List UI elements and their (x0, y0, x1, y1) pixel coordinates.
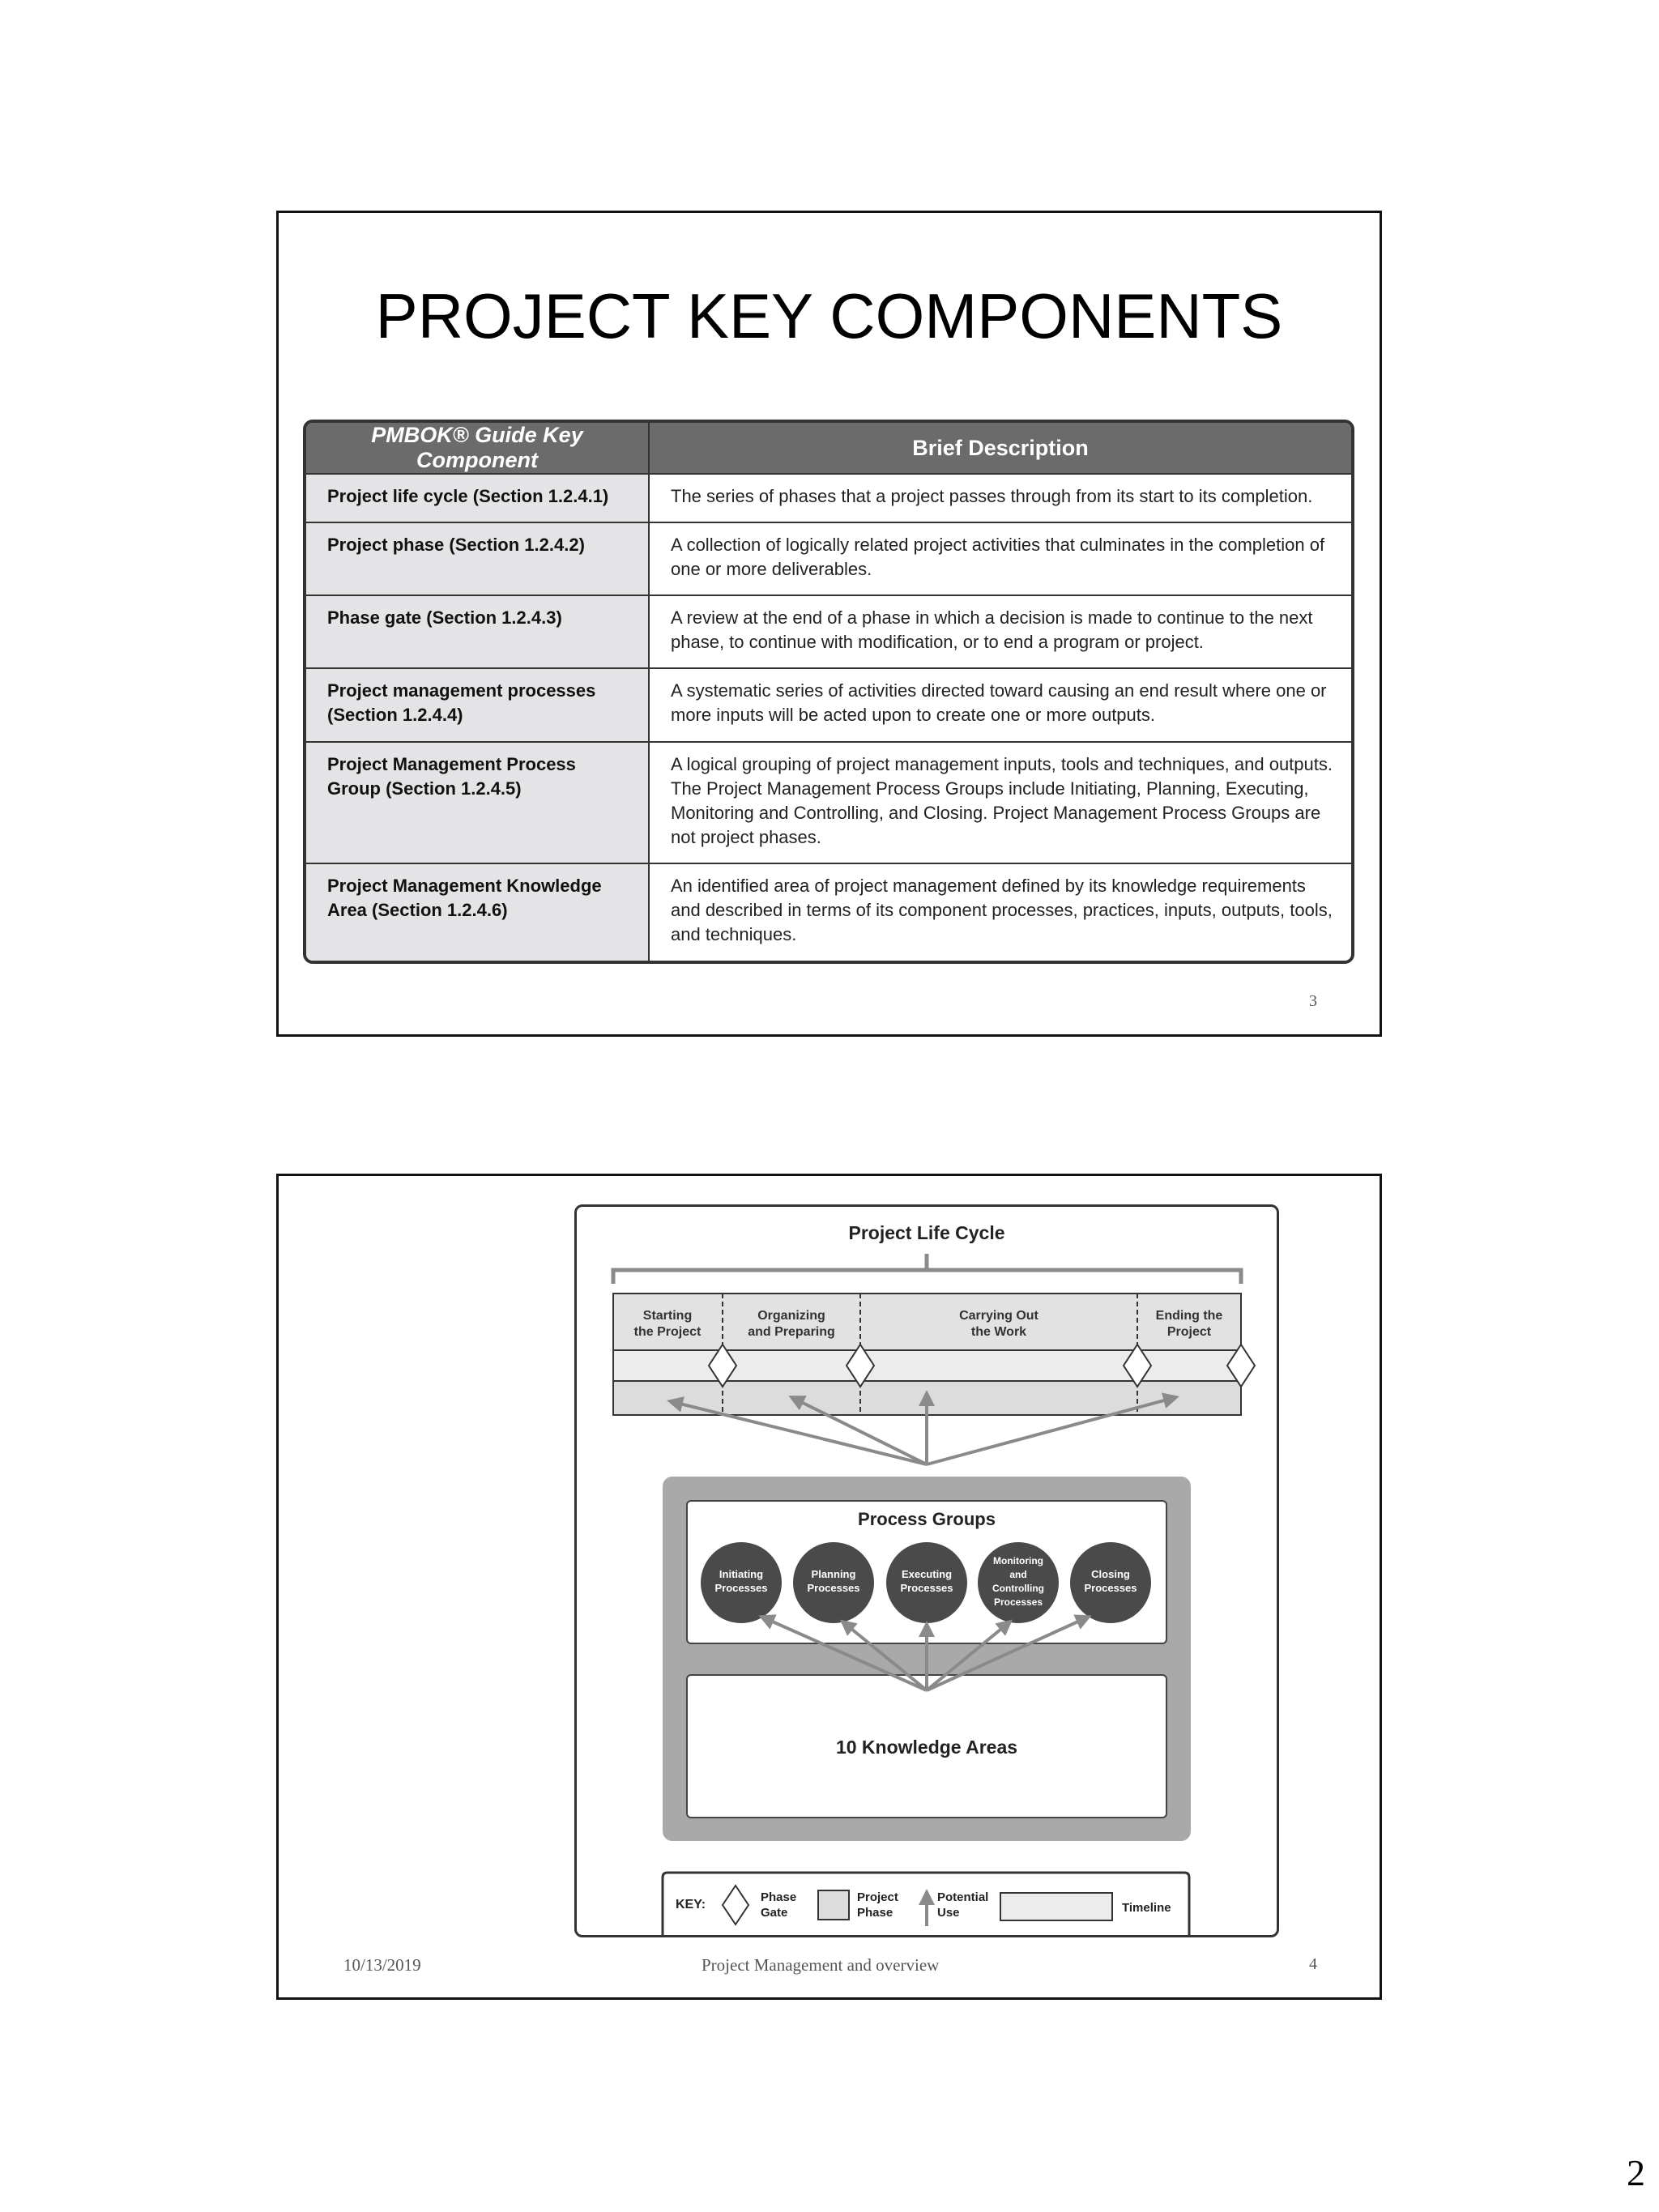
diagram-frame (574, 1204, 1279, 1937)
header-description: Brief Description (649, 423, 1351, 474)
description-cell: A collection of logically related project activities that culminates in the completion of one or more deliverables. (649, 522, 1351, 595)
slide-page-number: 4 (1309, 1955, 1317, 1973)
table-row (306, 668, 1351, 741)
svg-text:and: and (1009, 1569, 1027, 1580)
diagram-key (663, 1873, 1189, 1935)
svg-text:Phase: Phase (857, 1906, 893, 1920)
footer-title: Project Management and overview (702, 1955, 940, 1975)
svg-text:Executing: Executing (901, 1568, 953, 1580)
svg-text:Initiating: Initiating (719, 1568, 764, 1580)
process-group-executing (886, 1542, 967, 1623)
table-row (306, 863, 1351, 961)
svg-text:Monitoring: Monitoring (993, 1555, 1043, 1566)
process-group-planning (793, 1542, 874, 1623)
phase-label: Starting (642, 1309, 693, 1323)
footer-date: 10/13/2019 (343, 1955, 421, 1975)
description-cell: A review at the end of a phase in which a decision is made to continue to the next phase, to continue with modification, or to end a program or project. (649, 595, 1351, 668)
description-cell: The series of phases that a project passes through from its start to its completion. (649, 474, 1351, 522)
svg-text:Processes: Processes (993, 1596, 1043, 1608)
svg-text:Use: Use (937, 1906, 960, 1920)
sheet-page-number: 2 (1627, 2152, 1645, 2193)
life-cycle-bracket (613, 1254, 1241, 1284)
component-cell: Project phase (Section 1.2.4.2) (306, 522, 649, 595)
phase-label: Organizing (757, 1309, 825, 1323)
key-timeline-swatch (1000, 1893, 1112, 1920)
component-cell: Project Management Process Group (Section 1.2.4.5) (306, 742, 649, 863)
svg-text:Planning: Planning (811, 1568, 856, 1580)
phase-label: Ending the (1155, 1309, 1223, 1323)
table-row (306, 522, 1351, 595)
svg-text:Processes: Processes (1084, 1582, 1137, 1594)
diagram-title: Project Life Cycle (848, 1222, 1005, 1243)
phase-label: the Project (633, 1325, 702, 1339)
svg-text:KEY:: KEY: (676, 1898, 706, 1912)
svg-text:Timeline: Timeline (1122, 1901, 1171, 1915)
svg-text:Controlling: Controlling (992, 1583, 1044, 1594)
phase-label: Carrying Out (959, 1309, 1038, 1323)
component-cell: Phase gate (Section 1.2.4.3) (306, 595, 649, 668)
table-row (306, 595, 1351, 668)
process-group-monitoring (978, 1542, 1059, 1623)
svg-text:Processes: Processes (714, 1582, 768, 1594)
slide-project-key-components (276, 211, 1382, 1037)
slide-life-cycle-diagram (276, 1174, 1382, 2000)
component-cell: Project Management Knowledge Area (Section 1.2.4.6) (306, 863, 649, 961)
component-cell: Project life cycle (Section 1.2.4.1) (306, 474, 649, 522)
phase-label: Project (1166, 1325, 1212, 1339)
slide-page-number: 3 (1309, 992, 1317, 1010)
slide-title: PROJECT KEY COMPONENTS (375, 280, 1283, 352)
life-cycle-diagram (577, 1207, 1277, 1935)
process-group-closing (1070, 1542, 1151, 1623)
phase-header-band (613, 1294, 1241, 1350)
process-groups-title: Process Groups (858, 1509, 996, 1529)
phase-label: and Preparing (748, 1325, 835, 1339)
process-group-initiating (701, 1542, 782, 1623)
header-component: PMBOK® Guide Key Component (306, 423, 649, 474)
svg-text:Project: Project (857, 1890, 898, 1904)
description-cell: A systematic series of activities directed toward causing an end result where one or more inputs will be acted upon to create one or more outputs. (649, 668, 1351, 741)
component-cell: Project management processes (Section 1.2.4.4) (306, 668, 649, 741)
key-project-phase-swatch (818, 1890, 849, 1920)
key-components-table (303, 420, 1354, 964)
svg-text:Processes: Processes (900, 1582, 953, 1594)
description-cell: An identified area of project management defined by its knowledge requirements and described in terms of its component processes, practices, inputs, outputs, tools, and techniques. (649, 863, 1351, 961)
svg-text:Phase: Phase (761, 1890, 797, 1904)
description-cell: A logical grouping of project management inputs, tools and techniques, and outputs. The Project Management Process Groups include Initiating, Planning, Executing, Monitoring and Controlling, and Closing. Project Management Process Groups are not project phases. (649, 742, 1351, 863)
svg-text:Potential: Potential (937, 1890, 989, 1904)
phase-label: the Work (970, 1325, 1027, 1339)
knowledge-areas-label: 10 Knowledge Areas (835, 1737, 1018, 1758)
svg-text:Processes: Processes (807, 1582, 860, 1594)
svg-text:Gate: Gate (761, 1906, 788, 1920)
table-row (306, 742, 1351, 863)
svg-text:Closing: Closing (1091, 1568, 1130, 1580)
table-header-row (306, 423, 1351, 474)
table-row (306, 474, 1351, 522)
